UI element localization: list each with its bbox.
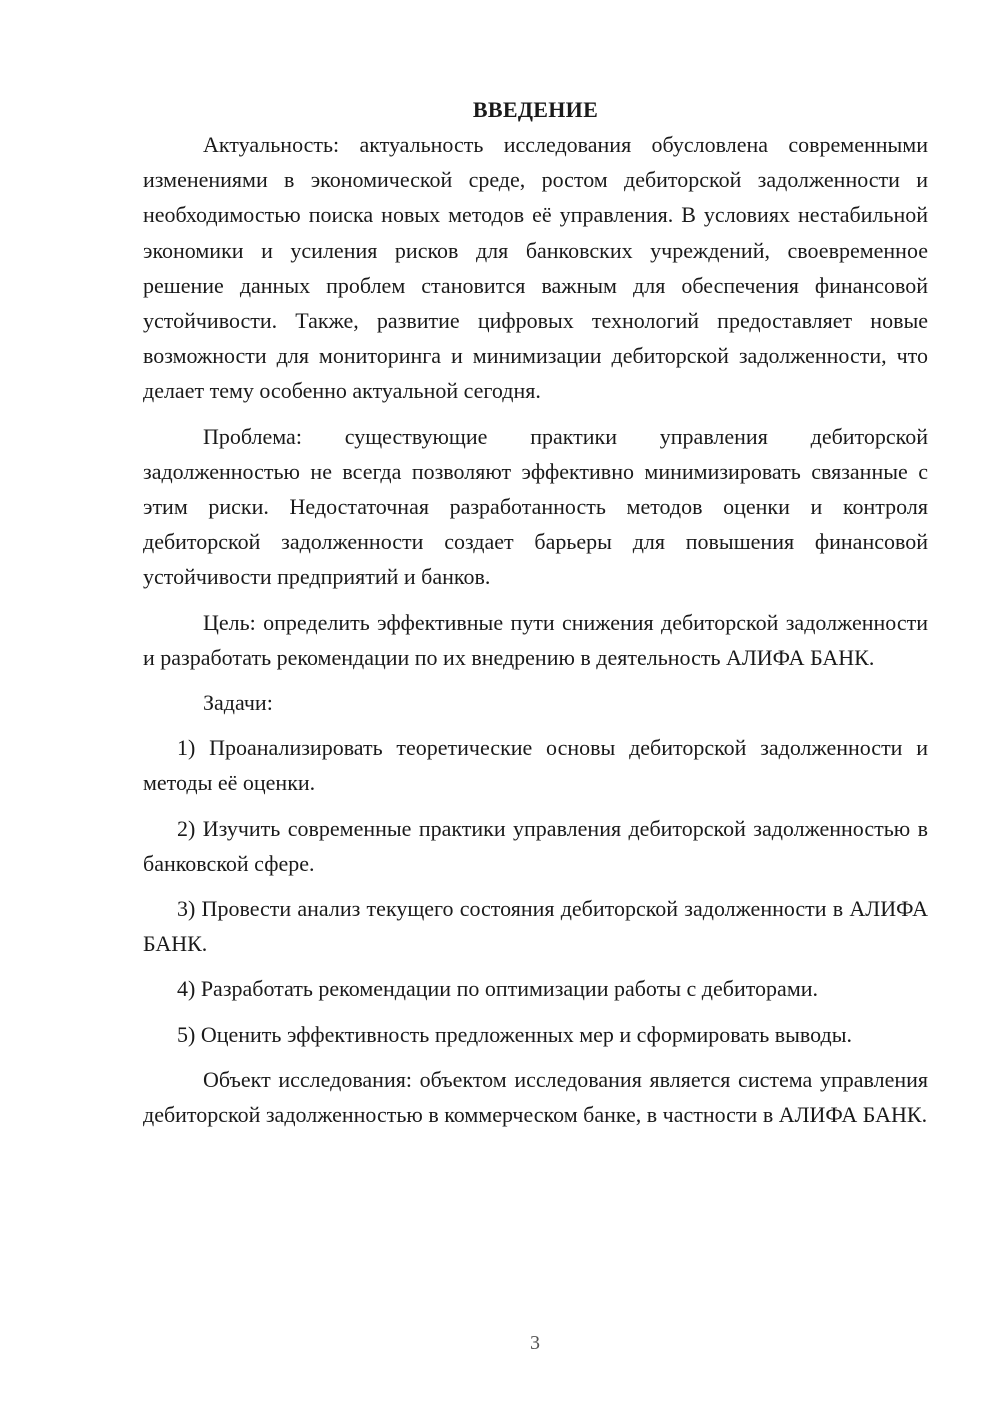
tasks-label: Задачи: <box>203 690 273 716</box>
task-item-5: 5) Оценить эффективность предложенных мер и сформировать выводы. <box>177 1021 852 1047</box>
task-item-2: 2) Изучить современные практики управления дебиторской задолженностью в банковской сфере. <box>143 815 928 876</box>
paragraph-goal: Цель: определить эффективные пути снижения дебиторской задолженности и разработать рекомендации по их внедрению в деятельность АЛИФА БАНК. <box>143 609 928 670</box>
paragraph-object: Объект исследования: объектом исследования является система управления дебиторской задолженностью в коммерческом банке, в частности в АЛИФА БАНК. <box>143 1066 928 1128</box>
page-number: 3 <box>530 1332 540 1354</box>
task-item-3: 3) Провести анализ текущего состояния дебиторской задолженности в АЛИФА БАНК. <box>143 896 928 957</box>
document-page <box>143 92 928 1132</box>
task-item-4: 4) Разработать рекомендации по оптимизации работы с дебиторами. <box>177 976 819 1002</box>
paragraph-relevance: Актуальность: актуальность исследования обусловлена современными изменениями в экономической среде, ростом дебиторской задолженности и необходимостью поиска новых методов её управления. В условиях нестабильной экономики и усиления рисков для банковских учреждений, своевременное решение данных проблем становится важным для обеспечения финансовой устойчивости. Также, развитие цифровых технологий предоставляет новые возможности для мониторинга и минимизации дебиторской задолженности, что делает тему особенно актуальной сегодня. <box>143 132 928 404</box>
paragraph-problem: Проблема: существующие практики управления дебиторской задолженностью не всегда позволяют эффективно минимизировать связанные с этим риски. Недостаточная разработанность методов оценки и контроля дебиторской задолженности создает барьеры для повышения финансовой устойчивости предприятий и банков. <box>143 423 928 590</box>
task-item-1: 1) Проанализировать теоретические основы дебиторской задолженности и методы её оценки. <box>143 735 928 796</box>
page-title: ВВЕДЕНИЕ <box>472 97 599 122</box>
